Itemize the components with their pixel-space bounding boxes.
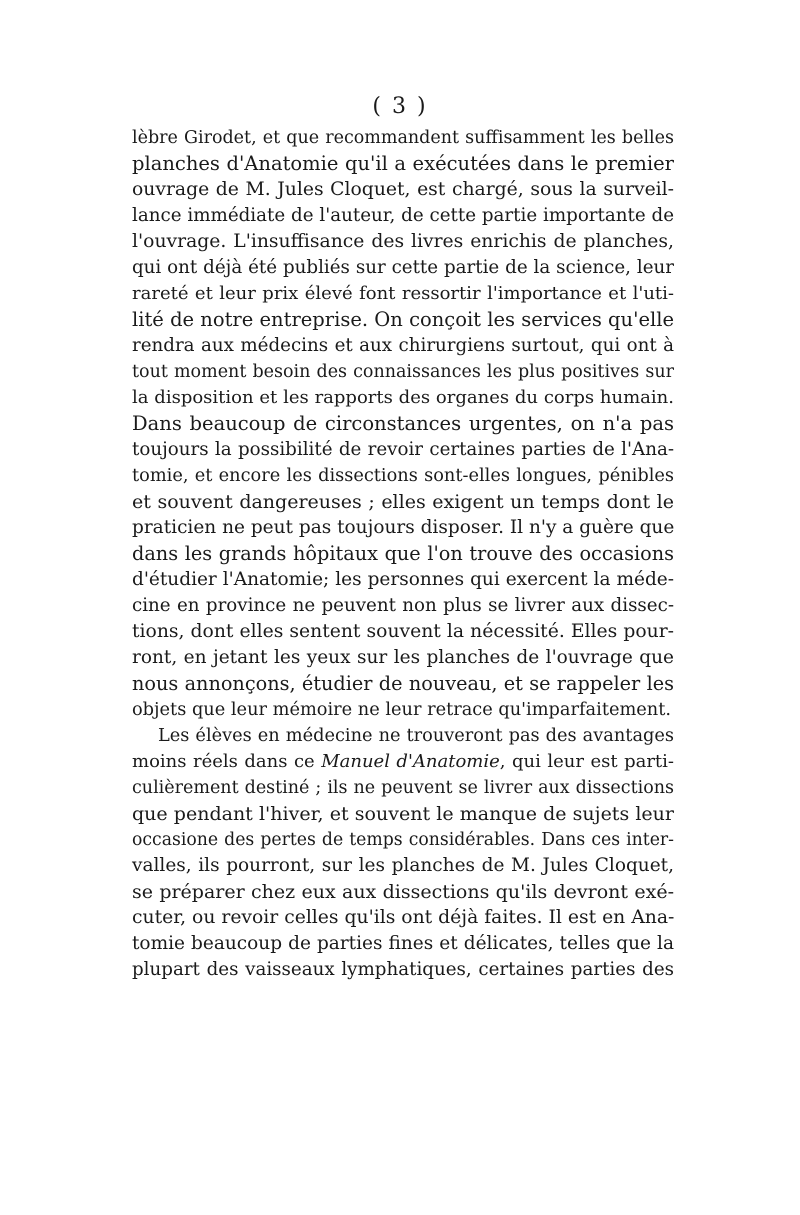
text-line: d'étudier l'Anatomie; les personnes qui exercent la méde-: [132, 569, 674, 590]
text-line: lité de notre entreprise. On conçoit les services qu'elle: [132, 308, 674, 331]
italic-title: Manuel d'Anatomie: [321, 751, 500, 772]
text-line: moins réels dans ce Manuel d'Anatomie, qui leur est parti-: [132, 751, 674, 772]
text-line: Dans beaucoup de circonstances urgentes, on n'a pas: [132, 412, 674, 435]
text-line: tions, dont elles sentent souvent la nécessité. Elles pour-: [132, 621, 674, 642]
text-line: planches d'Anatomie qu'il a exécutées dans le premier: [132, 152, 674, 175]
text-line: toujours la possibilité de revoir certaines parties de l'Ana-: [132, 439, 674, 460]
text-line: ouvrage de M. Jules Cloquet, est chargé, sous la surveil-: [132, 179, 674, 200]
text-line: tomie, et encore les dissections sont-elles longues, pénibles: [132, 466, 674, 486]
text-line: dans les grands hôpitaux que l'on trouve des occasions: [132, 542, 674, 565]
body-text: [132, 125, 674, 983]
text-line: que pendant l'hiver, et souvent le manque de sujets leur: [132, 803, 674, 825]
text-line: Les élèves en médecine ne trouveront pas des avantages: [158, 726, 674, 746]
text-line: praticien ne peut pas toujours disposer. Il n'y a guère que: [132, 517, 675, 538]
text-line: valles, ils pourront, sur les planches de M. Jules Cloquet,: [132, 855, 674, 876]
text-line: occasione des pertes de temps considérables. Dans ces inter-: [132, 830, 674, 850]
text-line: lance immédiate de l'auteur, de cette partie importante de: [132, 205, 674, 226]
text-line: cine en province ne peuvent non plus se livrer aux dissec-: [132, 595, 674, 616]
text-line: ront, en jetant les yeux sur les planches de l'ouvrage que: [132, 647, 674, 668]
text-line: rareté et leur prix élevé font ressortir l'importance et l'uti-: [132, 283, 674, 304]
text-line: et souvent dangereuses ; elles exigent un temps dont le: [132, 491, 674, 513]
text-line: la disposition et les rapports des organes du corps humain.: [132, 387, 674, 408]
text-line: se préparer chez eux aux dissections qu'ils devront exé-: [132, 881, 674, 903]
text-line: lèbre Girodet, et que recommandent suffisamment les belles: [132, 128, 674, 148]
text-line: cuter, ou revoir celles qu'ils ont déjà faites. Il est en Ana-: [132, 907, 675, 928]
text-line: rendra aux médecins et aux chirurgiens surtout, qui ont à: [132, 335, 674, 356]
text-line: qui ont déjà été publiés sur cette partie de la science, leur: [132, 257, 674, 278]
text-line: nous annonçons, étudier de nouveau, et se rappeler les: [132, 672, 674, 695]
text-line: tomie beaucoup de parties fines et délicates, telles que la: [132, 933, 674, 954]
paragraph-2: [132, 723, 674, 983]
paragraph-1: [132, 125, 674, 723]
text-line: tout moment besoin des connaissances les plus positives sur: [132, 362, 674, 382]
text-line: l'ouvrage. L'insuffisance des livres enrichis de planches,: [132, 231, 674, 252]
text-line: culièrement destiné ; ils ne peuvent se livrer aux dissections: [132, 778, 674, 798]
text-line: plupart des vaisseaux lymphatiques, certaines parties des: [132, 959, 674, 980]
text-line: objets que leur mémoire ne leur retrace qu'imparfaitement.: [132, 700, 672, 720]
page-number: ( 3 ): [372, 94, 428, 119]
